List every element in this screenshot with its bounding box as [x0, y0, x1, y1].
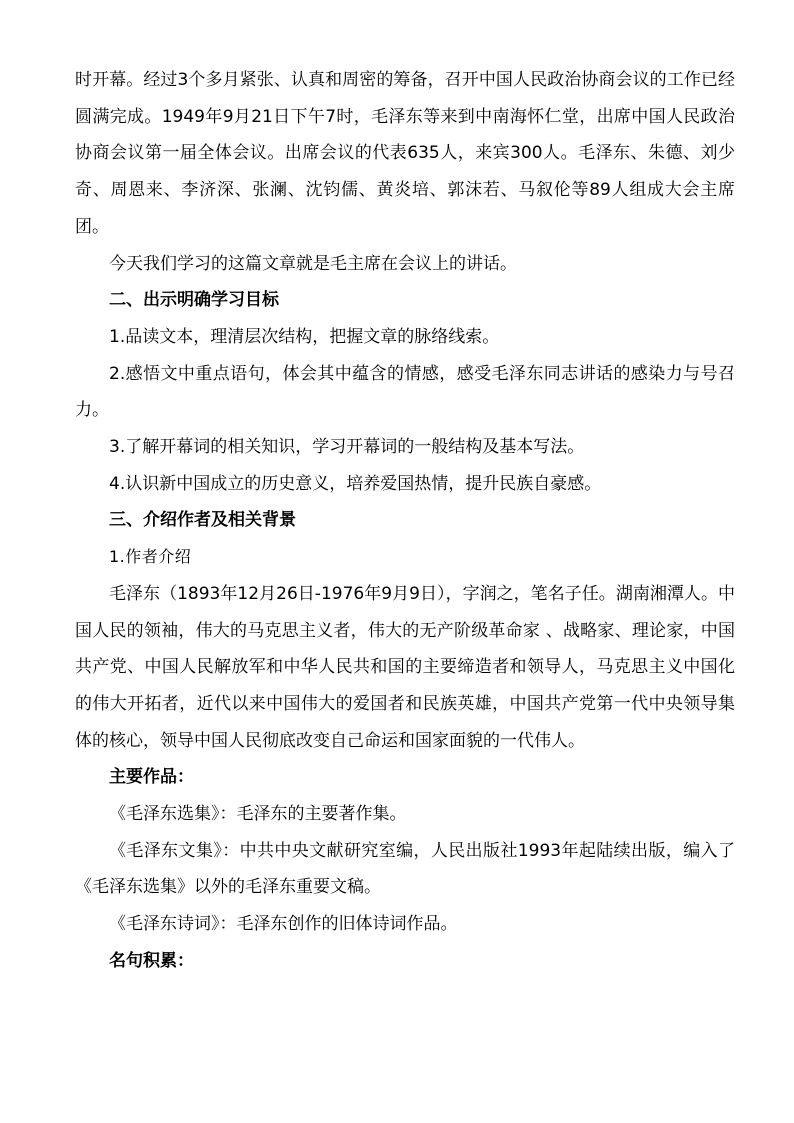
goal-item: 2.感悟文中重点语句，体会其中蕴含的情感，感受毛泽东同志讲话的感染力与号召力。 — [75, 363, 735, 421]
section-heading-author: 三、介绍作者及相关背景 — [109, 510, 296, 531]
section-heading-goals: 二、出示明确学习目标 — [109, 290, 279, 311]
goal-item: 4.认识新中国成立的历史意义，培养爱国热情，提升民族自豪感。 — [109, 473, 602, 494]
document-page — [75, 62, 735, 980]
work-item: 《毛泽东选集》：毛泽东的主要著作集。 — [109, 804, 407, 825]
quotes-heading: 名句积累： — [109, 950, 194, 971]
goal-item: 1.品读文本，理清层次结构，把握文章的脉络线索。 — [109, 326, 500, 347]
author-paragraph: 毛泽东（1893年12月26日-1976年9月9日），字润之，笔名子任。湖南湘潭人。中国人民的领袖，伟大的马克思主义者，伟大的无产阶级革命家 、战略家、理论家，中国共产党、中国人民解放军和中华人民共和国的主要缔造者和领导人，马克思主义中国化的伟大开拓者，近代以来中国伟大的爱国者和民族英雄，中国共产党第一代中央领导集体的核心，领导中国人民彻底改变自己命运和国家面貌的一代伟人。 — [75, 583, 735, 751]
work-item: 《毛泽东文集》：中共中央文献研究室编，人民出版社1993年起陆续出版，编入了《毛泽东选集》以外的毛泽东重要文稿。 — [75, 840, 735, 898]
paragraph-intro: 今天我们学习的这篇文章就是毛主席在会议上的讲话。 — [109, 253, 517, 274]
subsection-title: 1.作者介绍 — [109, 547, 192, 567]
work-item: 《毛泽东诗词》：毛泽东创作的旧体诗词作品。 — [109, 914, 458, 935]
paragraph-background: 时开幕。经过3个多月紧张、认真和周密的筹备，召开中国人民政治协商会议的工作已经圆满完成。1949年9月21日下午7时，毛泽东等来到中南海怀仁堂，出席中国人民政治协商会议第一届全体会议。出席会议的代表635人，来宾300人。毛泽东、朱德、刘少奇、周恩来、李济深、张澜、沈钧儒、黄炎培、郭沫若、马叙伦等89人组成大会主席团。 — [75, 70, 735, 237]
works-heading: 主要作品： — [109, 767, 194, 788]
goal-item: 3.了解开幕词的相关知识，学习开幕词的一般结构及基本写法。 — [109, 437, 585, 458]
